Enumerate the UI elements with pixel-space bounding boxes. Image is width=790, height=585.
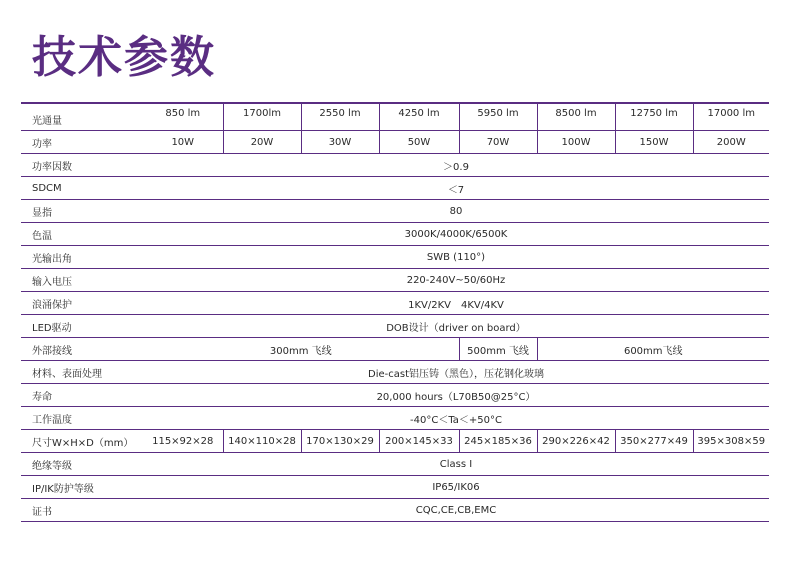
cell-value: 150W [615, 131, 693, 154]
cell-value: 850 lm [143, 103, 223, 131]
row-temperature [21, 407, 769, 430]
row-label: 外部接线 [21, 338, 143, 361]
cell-value: 10W [143, 131, 223, 154]
cell-value: 290×226×42 [537, 430, 615, 453]
row-label: 色温 [21, 223, 143, 246]
row-power-factor [21, 154, 769, 177]
row-cct [21, 223, 769, 246]
row-power [21, 131, 769, 154]
cell-value: 4250 lm [379, 103, 459, 131]
cell-value: 3000K/4000K/6500K [143, 223, 769, 246]
row-label: 材料、表面处理 [21, 361, 143, 384]
cell-value: Class I [143, 453, 769, 476]
cell-value: 395×308×59 [693, 430, 769, 453]
cell-value: CQC,CE,CB,EMC [143, 499, 769, 522]
row-surge [21, 292, 769, 315]
row-label: 绝缘等级 [21, 453, 143, 476]
cell-value: SWB (110°) [143, 246, 769, 269]
row-label: 光输出角 [21, 246, 143, 269]
row-label: 浪涌保护 [21, 292, 143, 315]
cell-value: 50W [379, 131, 459, 154]
cell-value: 1KV/2KV 4KV/4KV [143, 292, 769, 315]
cell-value: 70W [459, 131, 537, 154]
row-label: 证书 [21, 499, 143, 522]
row-wiring [21, 338, 769, 361]
cell-value: 200×145×33 [379, 430, 459, 453]
row-label: 显指 [21, 200, 143, 223]
cell-value: 2550 lm [301, 103, 379, 131]
row-luminous-flux [21, 103, 769, 131]
row-material [21, 361, 769, 384]
row-label: IP/IK防护等级 [21, 476, 143, 499]
cell-value: 20W [223, 131, 301, 154]
row-label: LED驱动 [21, 315, 143, 338]
cell-value: ＞0.9 [143, 154, 769, 177]
row-label: 尺寸W×H×D（mm） [21, 430, 143, 453]
cell-value: 170×130×29 [301, 430, 379, 453]
cell-value: 245×185×36 [459, 430, 537, 453]
row-insulation [21, 453, 769, 476]
cell-value: 8500 lm [537, 103, 615, 131]
cell-value: 220-240V~50/60Hz [143, 269, 769, 292]
page-title: 技术参数 [32, 32, 216, 83]
cell-value: 17000 lm [693, 103, 769, 131]
cell-value: 500mm 飞线 [459, 338, 537, 361]
row-cri [21, 200, 769, 223]
cell-value: 600mm飞线 [537, 338, 769, 361]
row-label: 工作温度 [21, 407, 143, 430]
cell-value: 100W [537, 131, 615, 154]
cell-value: 1700lm [223, 103, 301, 131]
row-input-voltage [21, 269, 769, 292]
cell-value: 80 [143, 200, 769, 223]
cell-value: IP65/IK06 [143, 476, 769, 499]
row-sdcm [21, 177, 769, 200]
row-ip-ik [21, 476, 769, 499]
cell-value: 115×92×28 [143, 430, 223, 453]
cell-value: Die-cast铝压铸（黑色），压花钢化玻璃 [143, 361, 769, 384]
cell-value: 200W [693, 131, 769, 154]
cell-value: 20,000 hours（L70B50@25°C） [143, 384, 769, 407]
row-label: 寿命 [21, 384, 143, 407]
row-label: 光通量 [21, 103, 143, 131]
cell-value: 350×277×49 [615, 430, 693, 453]
cell-value: 12750 lm [615, 103, 693, 131]
row-label: 功率 [21, 131, 143, 154]
row-driver [21, 315, 769, 338]
cell-value: 5950 lm [459, 103, 537, 131]
row-lifetime [21, 384, 769, 407]
row-label: 功率因数 [21, 154, 143, 177]
cell-value: DOB设计（driver on board） [143, 315, 769, 338]
cell-value: -40°C＜Ta＜+50°C [143, 407, 769, 430]
row-beam-angle [21, 246, 769, 269]
row-label: SDCM [21, 177, 143, 200]
row-label: 输入电压 [21, 269, 143, 292]
spec-table [21, 102, 769, 522]
cell-value: ＜7 [143, 177, 769, 200]
cell-value: 300mm 飞线 [143, 338, 459, 361]
row-certificates [21, 499, 769, 522]
cell-value: 140×110×28 [223, 430, 301, 453]
cell-value: 30W [301, 131, 379, 154]
row-size [21, 430, 769, 453]
